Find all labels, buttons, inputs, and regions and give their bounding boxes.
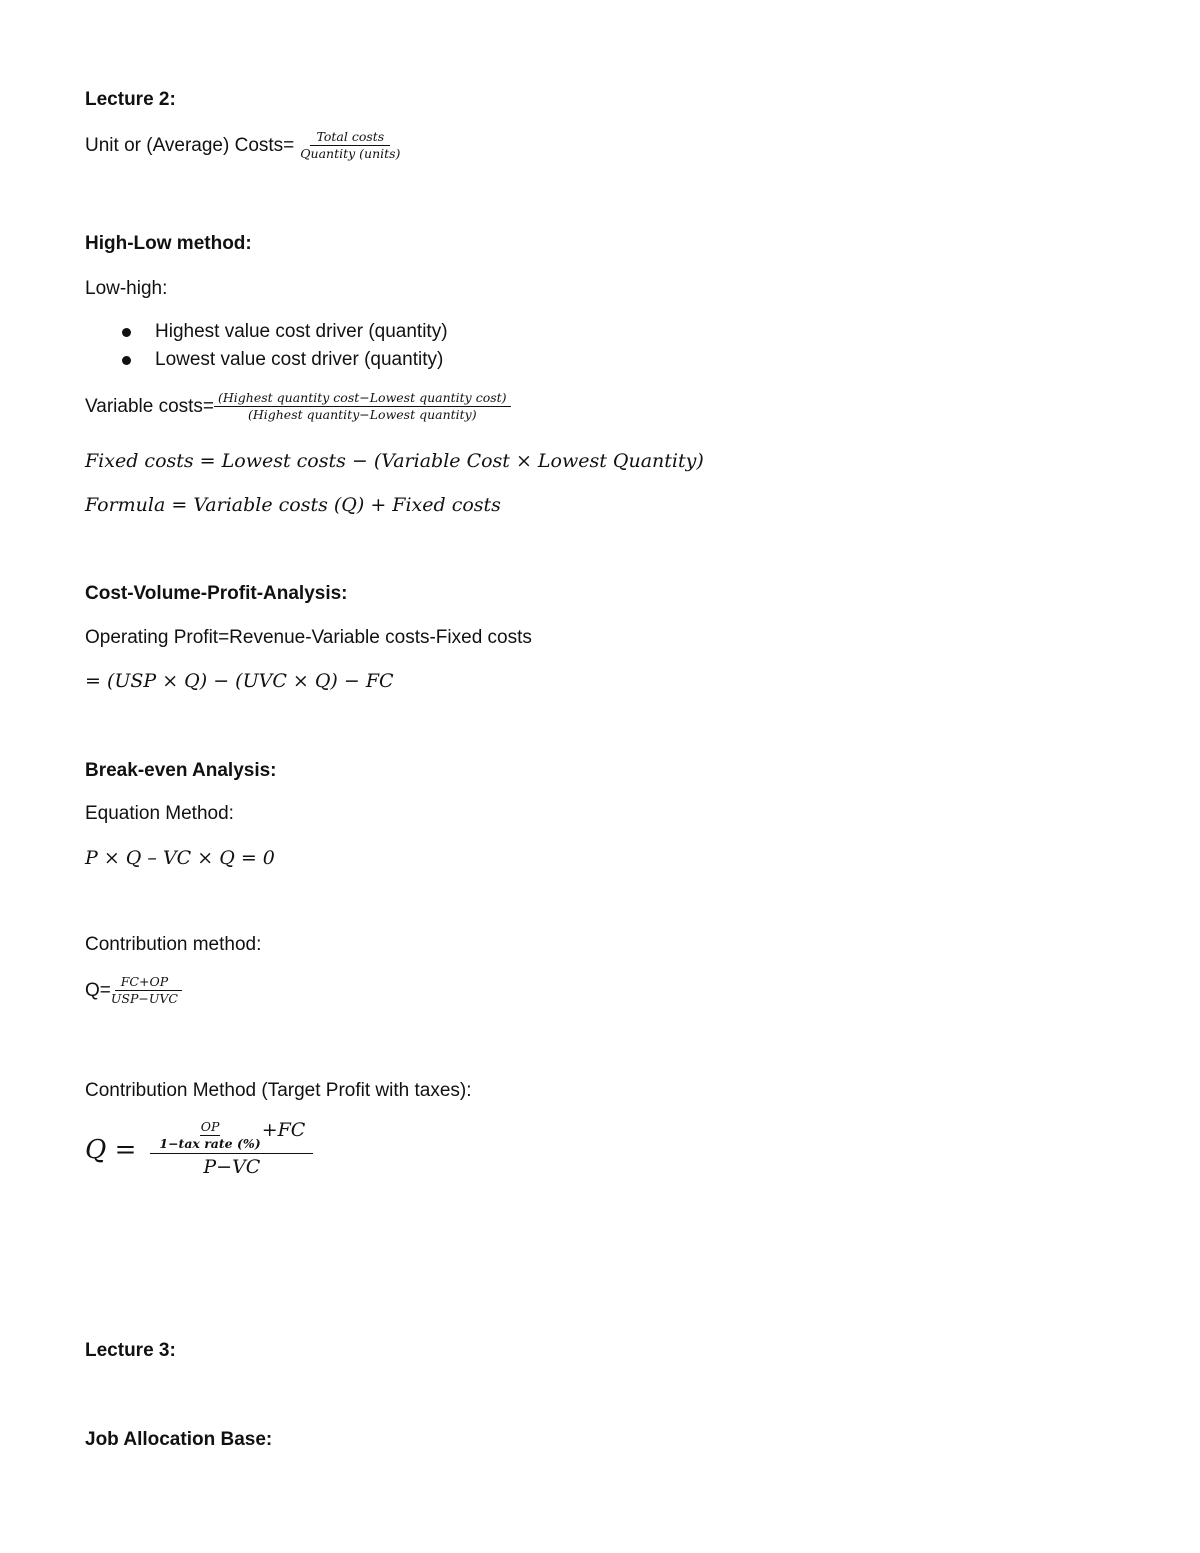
formula-equation: Formula = Variable costs (Q) + Fixed costs — [85, 494, 501, 516]
variable-costs-fraction — [214, 391, 511, 422]
target-inner-denominator: 1−tax rate (%) — [159, 1136, 261, 1151]
high-low-bullet-list — [85, 320, 448, 376]
contribution-lhs: Q= — [85, 979, 111, 1001]
high-low-heading: High-Low method: — [85, 233, 252, 254]
unit-cost-numerator: Total costs — [310, 130, 390, 146]
low-high-subheading: Low-high: — [85, 278, 168, 299]
bullet-icon — [122, 328, 131, 337]
list-item — [85, 320, 448, 348]
contribution-formula — [85, 975, 186, 1006]
variable-costs-label: Variable costs= — [85, 395, 215, 417]
unit-cost-fraction — [294, 130, 406, 161]
lecture-3-heading: Lecture 3: — [85, 1340, 176, 1361]
break-even-heading: Break-even Analysis: — [85, 760, 277, 781]
target-outer-numerator — [150, 1120, 313, 1154]
operating-profit-equation: Operating Profit=Revenue-Variable costs-Fixed costs — [85, 627, 532, 648]
bullet-icon — [122, 356, 131, 365]
bullet-text: Lowest value cost driver (quantity) — [155, 349, 444, 370]
bullet-text: Highest value cost driver (quantity) — [155, 321, 448, 342]
target-inner-numerator: OP — [200, 1119, 220, 1134]
lecture-2-heading: Lecture 2: — [85, 89, 176, 110]
equation-method-label: Equation Method: — [85, 803, 234, 824]
unit-cost-denominator: Quantity (units) — [300, 146, 401, 161]
fixed-costs-equation: Fixed costs = Lowest costs − (Variable Cost × Lowest Quantity) — [85, 450, 704, 472]
contribution-method-label: Contribution method: — [85, 934, 262, 955]
target-inner-fraction — [158, 1120, 261, 1151]
target-profit-formula — [85, 1120, 313, 1179]
contribution-numerator: FC+OP — [115, 975, 182, 991]
cvp-expansion-equation: = (USP × Q) − (UVC × Q) − FC — [85, 670, 394, 692]
cvp-heading: Cost-Volume-Profit-Analysis: — [85, 583, 348, 604]
target-outer-fraction — [150, 1120, 313, 1179]
list-item — [85, 348, 448, 376]
job-allocation-heading: Job Allocation Base: — [85, 1429, 273, 1450]
variable-costs-numerator: (Highest quantity cost−Lowest quantity cost) — [214, 391, 511, 407]
target-outer-denominator: P−VC — [203, 1156, 261, 1178]
target-lhs: Q = — [85, 1134, 137, 1165]
unit-cost-label: Unit or (Average) Costs= — [85, 134, 295, 156]
unit-cost-formula — [85, 130, 406, 161]
break-even-equation: P × Q – VC × Q = 0 — [85, 847, 275, 869]
variable-costs-formula — [85, 391, 511, 422]
target-plus-fc: +FC — [261, 1118, 306, 1141]
variable-costs-denominator: (Highest quantity−Lowest quantity) — [247, 407, 477, 422]
target-profit-label: Contribution Method (Target Profit with taxes): — [85, 1080, 472, 1101]
contribution-denominator: USP−UVC — [110, 991, 178, 1006]
contribution-fraction — [111, 975, 186, 1006]
